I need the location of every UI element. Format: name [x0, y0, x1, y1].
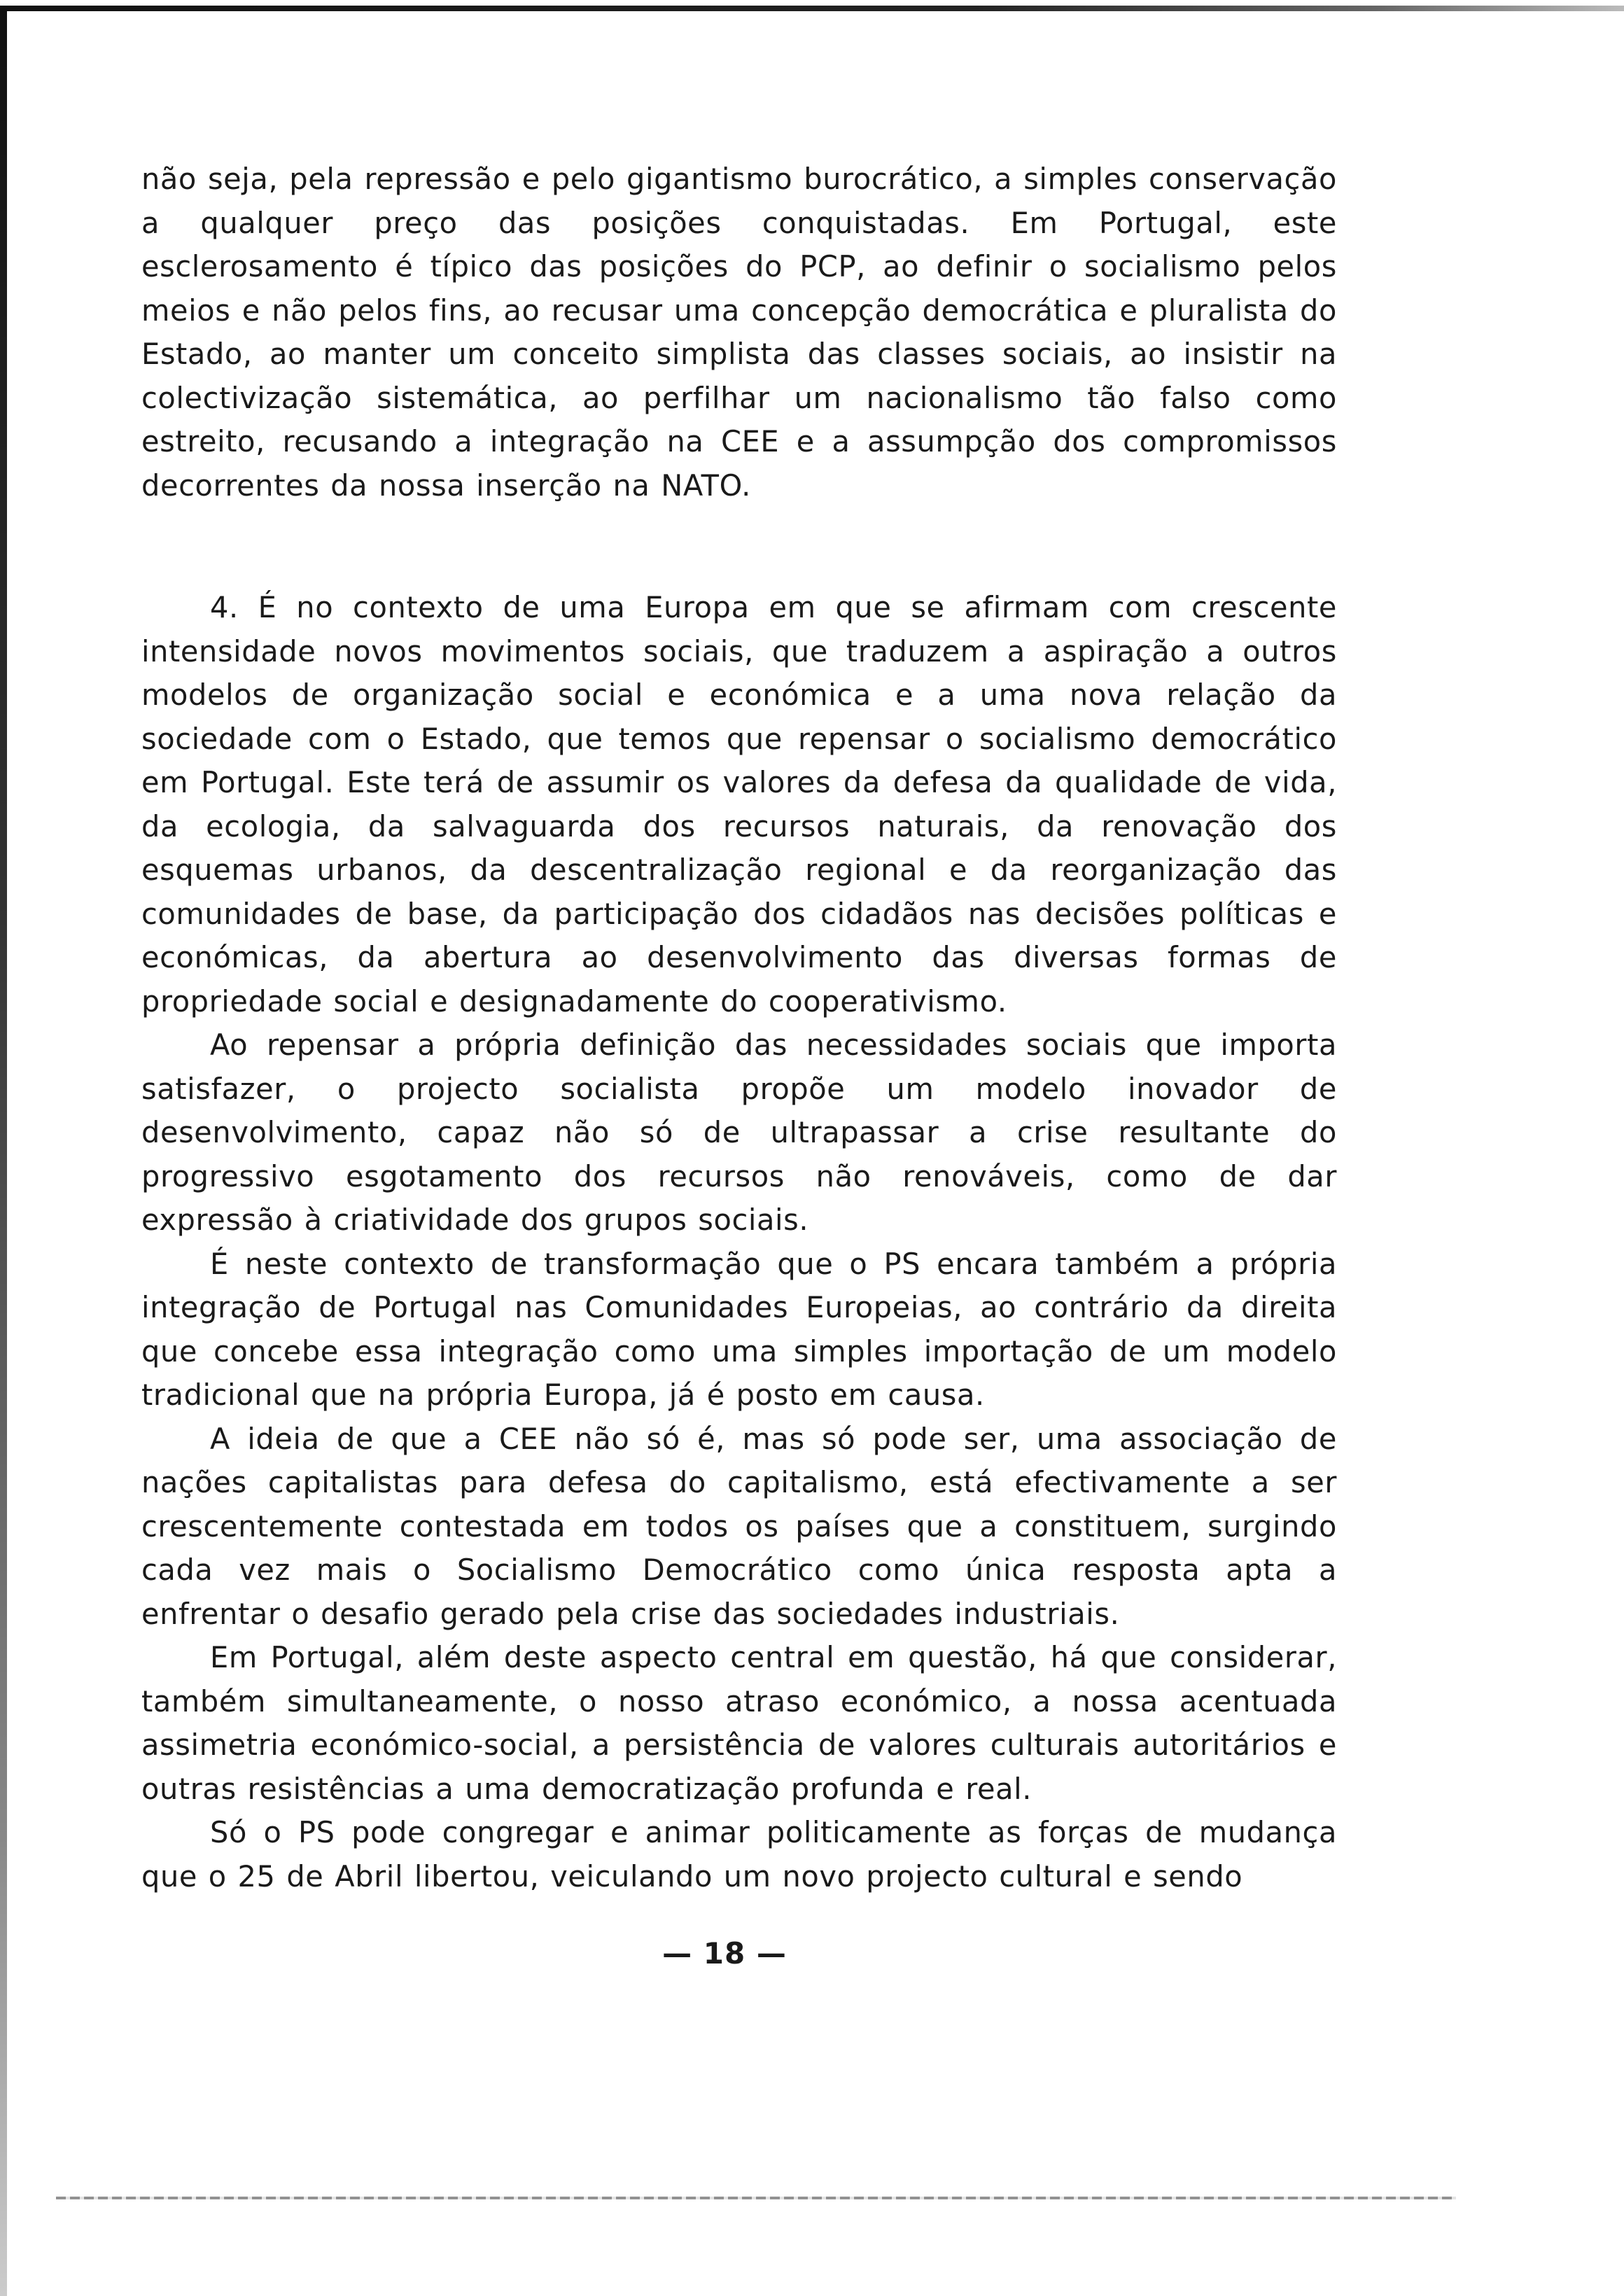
scan-bottom-line [56, 2197, 1456, 2199]
scan-border-top [0, 6, 1624, 11]
paragraph-cee-idea: A ideia de que a CEE não só é, mas só pode ser, uma associação de nações capitalistas para defesa do capitalismo, está efectivamente a ser crescentemente contestada em todos os países que a constituem, surgindo cada vez mais o Socialismo Democrático como única resposta apta a enfrentar o desafio gerado pela crise das sociedades industriais. [141, 1421, 1337, 1631]
paragraph-portugal-context: Em Portugal, além deste aspecto central em questão, há que considerar, também simultaneamente, o nosso atraso económico, a nossa acentuada assimetria económico-social, a persistência de valores culturais autoritários e outras resistências a uma democratização profunda e real. [141, 1640, 1337, 1806]
paragraph-section-4: 4. É no contexto de uma Europa em que se afirmam com crescente intensidade novos movimentos sociais, que traduzem a aspiração a outros modelos de organização social e económica e a uma nova relação da sociedade com o Estado, que temos que repensar o socialismo democrático em Portugal. Este terá de assumir os valores da defesa da qualidade de vida, da ecologia, da salvaguarda dos recursos naturais, da renovação dos esquemas urbanos, da descentralização regional e da reorganização das comunidades de base, da participação dos cidadãos nas decisões políticas e económicas, da abertura ao desenvolvimento das diversas formas de propriedade social e designadamente do cooperativismo. [141, 590, 1337, 1018]
paragraph-social-needs: Ao repensar a própria definição das necessidades sociais que importa satisfazer, o projecto socialista propõe um modelo inovador de desenvolvimento, capaz não só de ultrapassar a crise resultante do progressivo esgotamento dos recursos não renováveis, como de dar expressão à criatividade dos grupos sociais. [141, 1028, 1337, 1237]
page-number: — 18 — [662, 1936, 787, 1970]
paragraph-continuation: não seja, pela repressão e pelo gigantismo burocrático, a simples conservação a qualquer preço das posições conquistadas. Em Portugal, este esclerosamento é típico das posições do PCP, ao definir o socialismo pelos meios e não pelos fins, ao recusar uma concepção democrática e pluralista do Estado, ao manter um conceito simplista das classes sociais, ao insistir na colectivização sistemática, ao perfilhar um nacionalismo tão falso como estreito, recusando a integração na CEE e a assumpção dos compromissos decorrentes da nossa inserção na NATO. [141, 162, 1337, 503]
paragraph-ps-role: Só o PS pode congregar e animar politicamente as forças de mudança que o 25 de Abril libertou, veiculando um novo projecto cultural e sendo [141, 1815, 1337, 1893]
document-page [141, 158, 1337, 1898]
paragraph-european-integration: É neste contexto de transformação que o PS encara também a própria integração de Portugal nas Comunidades Europeias, ao contrário da direita que concebe essa integração como uma simples importação de um modelo tradicional que na própria Europa, já é posto em causa. [141, 1246, 1337, 1412]
